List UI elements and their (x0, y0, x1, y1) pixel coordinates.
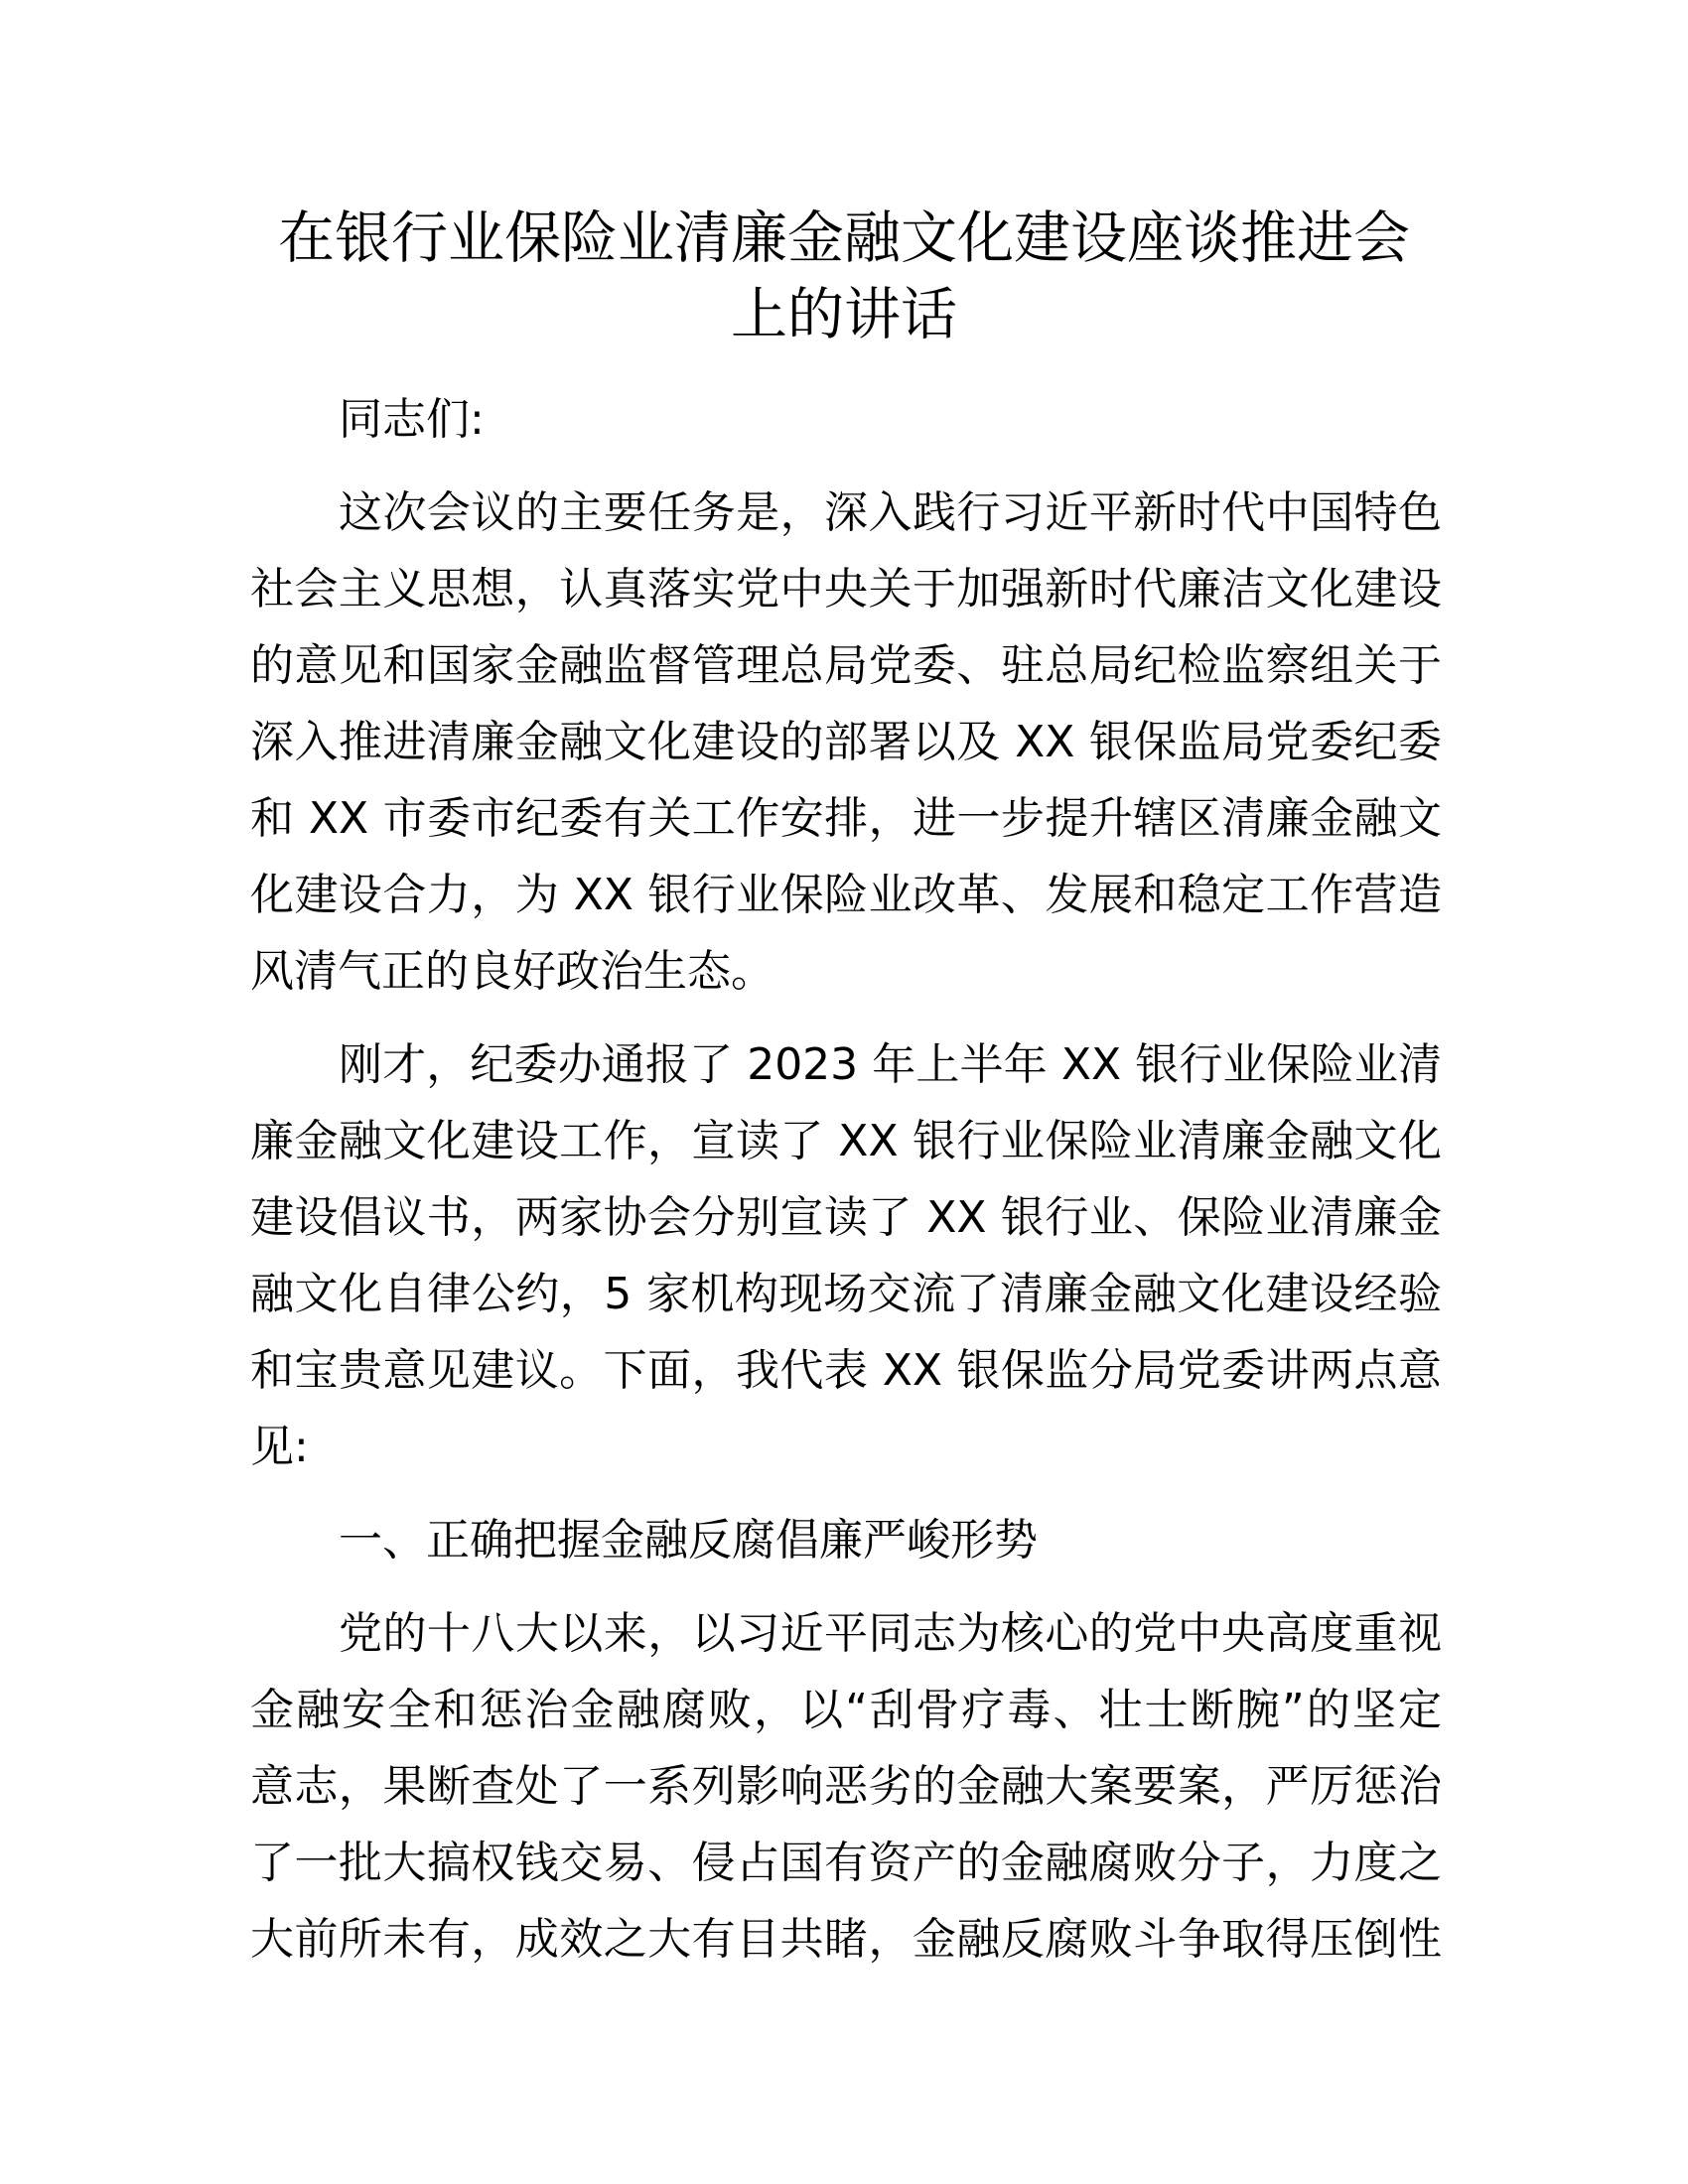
paragraph-line: 见: (250, 1422, 309, 1472)
paragraph-line: 化建设合力，为 XX 银行业保险业改革、发展和稳定工作营造 (250, 870, 1442, 920)
document-body (250, 381, 1442, 1994)
section-heading-text: 一、正确把握金融反腐倡廉严峻形势 (339, 1515, 1038, 1566)
paragraph-line: 了一批大搞权钱交易、侵占国有资产的金融腐败分子，力度之 (250, 1838, 1442, 1888)
salutation-text: 同志们: (339, 394, 485, 445)
paragraph-line: 金融安全和惩治金融腐败，以“刮骨疗毒、壮士断腕”的坚定 (250, 1685, 1442, 1735)
paragraph-line: 和 XX 市委市纪委有关工作安排，进一步提升辖区清廉金融文 (250, 793, 1442, 844)
title-line-2: 上的讲话 (731, 282, 957, 347)
paragraph-line: 的意见和国家金融监督管理总局党委、驻总局纪检监察组关于 (250, 640, 1442, 691)
title-line-1: 在银行业保险业清廉金融文化建设座谈推进会 (278, 205, 1410, 271)
paragraph-2 (250, 1026, 1442, 1485)
paragraph-line: 意志，果断查处了一系列影响恶劣的金融大案要案，严厉惩治 (250, 1761, 1442, 1812)
paragraph-line: 党的十八大以来，以习近平同志为核心的党中央高度重视 (339, 1608, 1442, 1659)
paragraph-line: 深入推进清廉金融文化建设的部署以及 XX 银保监局党委纪委 (250, 717, 1442, 767)
paragraph-line: 大前所未有，成效之大有目共睹，金融反腐败斗争取得压倒性 (250, 1914, 1442, 1965)
section-heading-1 (250, 1502, 1442, 1578)
paragraph-line: 刚才，纪委办通报了 2023 年上半年 XX 银行业保险业清 (339, 1039, 1442, 1090)
paragraph-line: 建设倡议书，两家协会分别宣读了 XX 银行业、保险业清廉金 (250, 1192, 1442, 1243)
paragraph-line: 廉金融文化建设工作，宣读了 XX 银行业保险业清廉金融文化 (250, 1116, 1442, 1166)
paragraph-line: 社会主义思想，认真落实党中央关于加强新时代廉洁文化建设 (250, 564, 1442, 614)
paragraph-1 (250, 475, 1442, 1010)
paragraph-line: 风清气正的良好政治生态。 (250, 946, 774, 997)
salutation (250, 381, 1442, 458)
document-title (0, 201, 1688, 353)
paragraph-line: 和宝贵意见建议。下面，我代表 XX 银保监分局党委讲两点意 (250, 1345, 1442, 1396)
paragraph-line: 这次会议的主要任务是，深入践行习近平新时代中国特色 (339, 487, 1442, 538)
paragraph-3 (250, 1595, 1442, 1978)
paragraph-line: 融文化自律公约，5 家机构现场交流了清廉金融文化建设经验 (250, 1269, 1442, 1319)
